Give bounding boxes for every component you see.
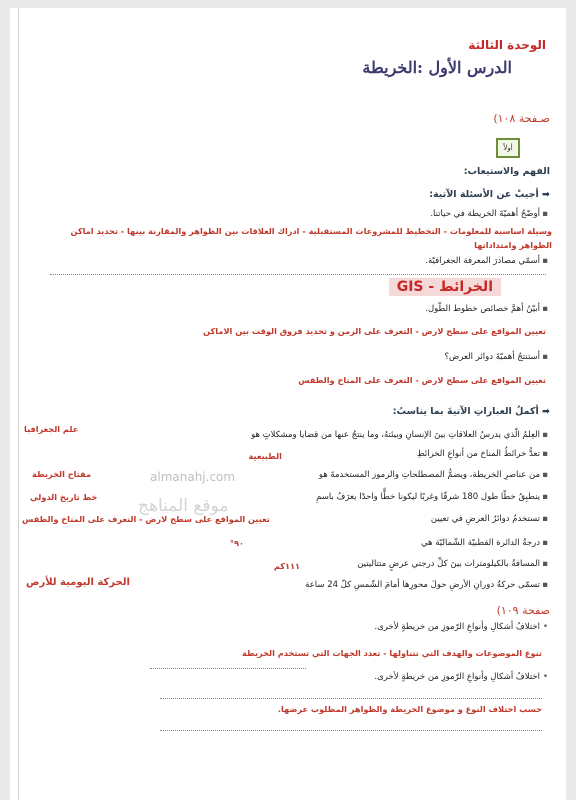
question-1: ▪أوضّحُ أهميّةَ الخريطة في حياتنا.: [430, 209, 548, 219]
complete-answer-1: علم الجغرافيا: [24, 424, 79, 434]
answer-1-line-1: وسيلة اساسية للمعلومات - التخطيط للمشروعات المستقبلية - ادراك العلاقات بين الظواهر والمقارنة بينها - تحديد اماكن: [70, 226, 552, 236]
answer-4: تعيين المواقع على سطح لارض - التعرف على المناخ والطقس: [298, 375, 546, 385]
complete-item-4: ▪ينطبِقُ خطّا طول 180 شرقًا وغربًا ليكونا خطًّا واحدًا يعرَفُ باسمِ: [316, 492, 548, 502]
watermark-url: almanahj.com: [150, 470, 236, 484]
margin-rule: [18, 8, 19, 800]
question-3: ▪أبيّنُ أهمَّ خصائص خطوط الطّول.: [425, 304, 548, 314]
answer-3: تعيين المواقع على سطح لارض - التعرف على الزمن و تحديد فروق الوقت بين الاماكن: [203, 326, 546, 336]
complete-heading: ➡ أكملُ العباراتِ الآتيةَ بما يناسبُ:: [392, 406, 550, 417]
answer-heading: ➡ أجيبْ عن الأسئلة الآتية:: [429, 189, 550, 200]
section-title: الفهم والاستيعاب:: [463, 166, 550, 177]
reason-answer-2: حسب اختلاف النوع و موضوع الخريطة والظواهر المطلوب عرضها.: [277, 704, 542, 714]
complete-answer-7: ١١١كم: [273, 561, 300, 571]
complete-answer-8: الحركة اليومية للأرض: [26, 577, 130, 588]
reason-item-1: •اختلافُ أشكالِ وأنواعِ الرّموزِ من خريطةٍ لأخرى.: [374, 622, 548, 632]
lesson-title: الدرس الأول :الخريطة: [362, 58, 512, 77]
page-reference-108: صـفحة ١٠٨): [493, 112, 550, 125]
answer-1-line-2: الظواهر وامتداداتها: [474, 240, 552, 250]
answer-2-highlight: الخرائط - GIS: [389, 278, 501, 296]
answer-line: [160, 698, 542, 699]
reason-item-2: •اختلافُ أشكالِ وأنواعِ الرّموزِ من خريطةٍ لأخرى.: [374, 672, 548, 682]
unit-title: الوحدة الثالثة: [468, 38, 546, 52]
complete-item-8: ▪تسمّى حركةُ دورانِ الأرضِ حولَ محورِها أمامَ الشّمسِ كلّ 24 ساعة: [305, 580, 548, 590]
question-2: ▪أسمّي مصادرَ المعرفة الجغرافيّة.: [425, 256, 548, 266]
complete-answer-3: مفتاح الخريطة: [32, 469, 92, 479]
answer-line: [150, 668, 306, 669]
answer-line: [50, 274, 546, 275]
complete-item-6: ▪درجةُ الدائرة القطبيّة الشّماليّة هي: [420, 538, 548, 548]
complete-answer-2: الطبيعية: [248, 451, 282, 461]
question-4: ▪أستنتجُ أهميّةَ دوائر العرض؟: [444, 352, 548, 362]
complete-item-2: ▪تعدُّ خرائطُ المناخ من أنواعِ الخرائطِ: [416, 449, 548, 459]
complete-item-7: ▪المسافةُ بالكيلومترات بينَ كلِّ درجتي عرضٍ متتاليتين: [357, 559, 548, 569]
answer-line: [160, 730, 542, 731]
complete-answer-5: تعيين المواقع على سطح لارض - التعرف على المناخ والطقس: [22, 514, 270, 524]
reason-answer-1: تنوع الموضوعات والهدف التي تتناولها - تعدد الجهات التي تستخدم الخريطة: [242, 648, 542, 658]
complete-item-3: ▪من عناصرِ الخريطة، ويضمُّ المصطلحاتِ والرموز المستخدمةَ هو: [318, 470, 548, 480]
complete-item-5: ▪تستخدمُ دوائرُ العرضِ في تعيين: [430, 514, 548, 524]
watermark-logo-text: موقع المناهج: [138, 496, 229, 516]
worksheet-page: [10, 8, 566, 800]
complete-answer-6: ٩٠°: [229, 538, 244, 548]
page-reference-109: صفحة ١٠٩): [496, 604, 550, 617]
complete-answer-4: خط تاريخ الدولي: [30, 492, 98, 502]
complete-item-1: ▪العِلمُ الّذي يدرسُ العلاقاتِ بينَ الإنسانِ وبيئتهُ، وما ينتجُ عنها من قضايا ومشكلاتٍ هو: [251, 430, 548, 440]
section-badge: أولاً: [496, 138, 520, 158]
